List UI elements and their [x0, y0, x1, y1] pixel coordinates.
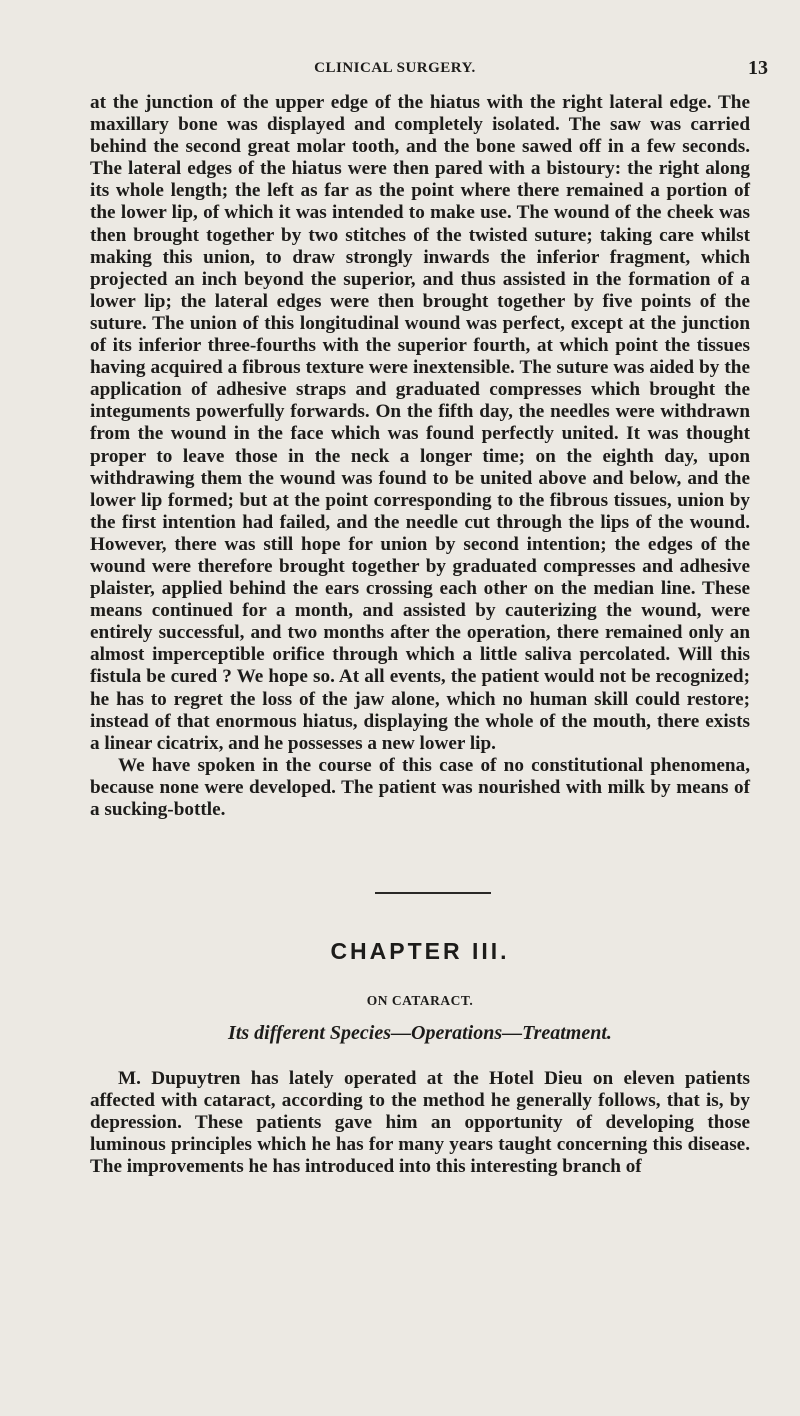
page-number: 13: [748, 57, 768, 79]
chapter-subtitle: ON CATARACT.: [366, 993, 474, 1008]
section-divider: [375, 892, 491, 894]
chapter-title: CHAPTER III.: [330, 938, 510, 964]
chapter-text: [90, 1068, 750, 1178]
chapter-summary: Its different Species—Operations—Treatment.: [228, 1022, 612, 1044]
running-head: CLINICAL SURGERY.: [314, 60, 476, 76]
case-narrative: [90, 92, 750, 821]
paragraph-constitutional: We have spoken in the course of this case of no constitutional phenomena, because none were developed. The patient was nourished with milk by means of a sucking-bottle.: [90, 754, 750, 820]
chapter-paragraph: M. Dupuytren has lately operated at the Hotel Dieu on eleven patients affected with cataract, according to the method he generally follows, that is, by depression. These patients gave him an opportunity of developing those luminous principles which he has for many years taught concerning this disease. The improvements he has introduced into this interesting branch of: [90, 1068, 750, 1178]
paragraph-continuation: at the junction of the upper edge of the hiatus with the right lateral edge. The maxillary bone was displayed and completely isolated. The saw was carried behind the second great molar tooth, and the bone sawed off in a few seconds. The lateral edges of the hiatus were then pared with a bistoury: the right along its whole length; the left as far as the point where there remained a portion of the lower lip, of which it was intended to make use. The wound of the cheek was then brought together by two stitches of the twisted suture; taking care whilst making this union, to draw strongly inwards the inferior fragment, which projected an inch beyond the superior, and thus assisted in the formation of a lower lip; the lateral edges were then brought together by five points of the suture. The union of this longitudinal wound was perfect, except at the junction of its inferior three-fourths with the superior fourth, at which point the tissues having acquired a fibrous texture were inextensible. The suture was aided by the application of adhesive straps and graduated compresses which brought the integuments powerfully forwards. On the fifth day, the needles were withdrawn from the wound in the face which was found perfectly united. It was thought proper to leave those in the neck a longer time; on the eighth day, upon withdrawing them the wound was found to be united above and below, and the lower lip formed; but at the point corresponding to the fibrous tissues, union by the first intention had failed, and the needle cut through the lips of the wound. However, there was still hope for union by second intention; the edges of the wound were therefore brought together by graduated compresses and adhesive plaister, applied behind the ears crossing each other on the median line. These means continued for a month, and assisted by cauterizing the wound, were entirely successful, and two months after the operation, there remained only an almost imperceptible orifice through which a little saliva percolated. Will this fistula be cured ? We hope so. At all events, the patient would not be recognized; he has to regret the loss of the jaw alone, which no human skill could restore; instead of that enormous hiatus, displaying the whole of the mouth, there exists a linear cicatrix, and he possesses a new lower lip.: [90, 92, 750, 754]
